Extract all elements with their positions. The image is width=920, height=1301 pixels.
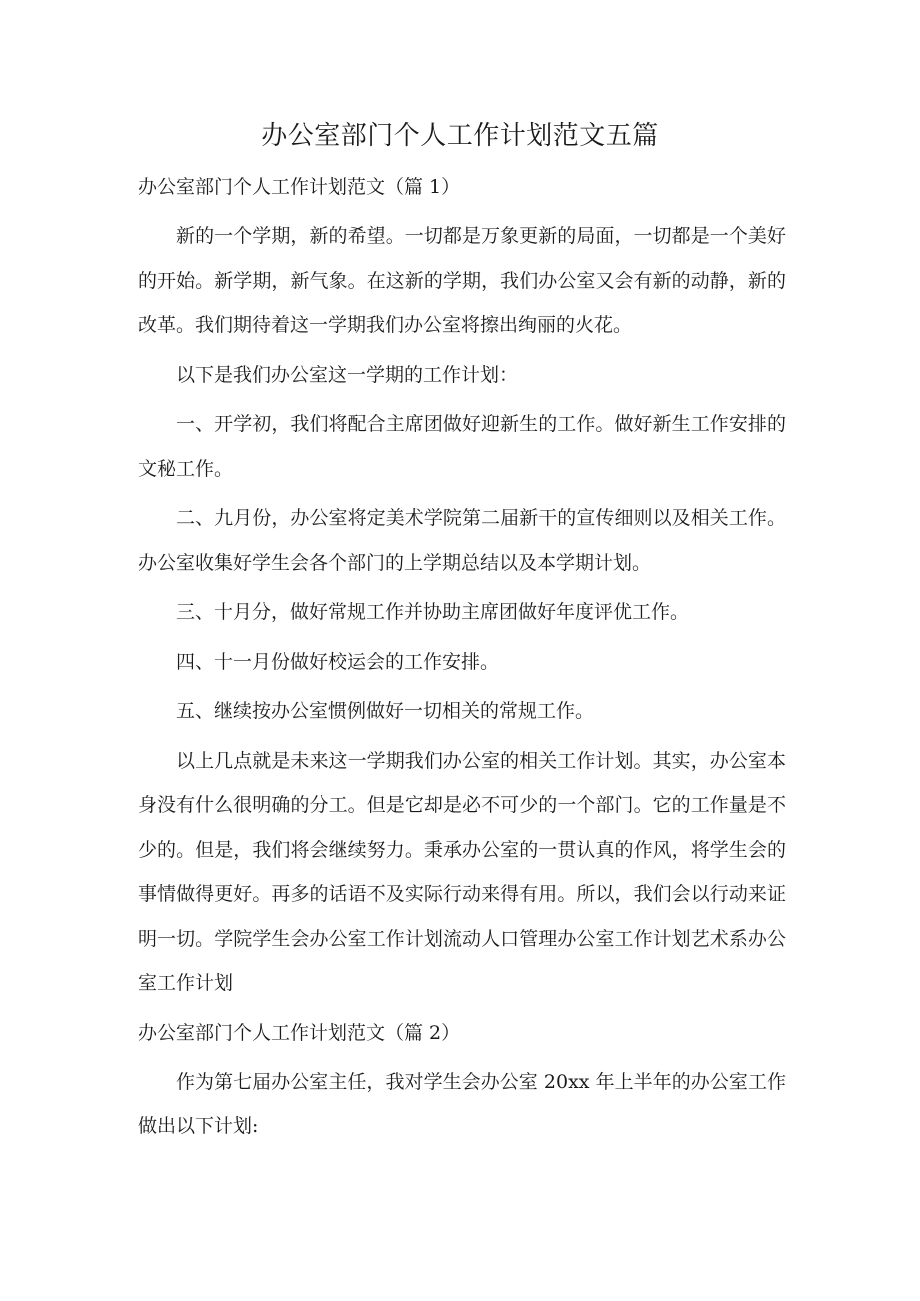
paragraph: 以下是我们办公室这一学期的工作计划： bbox=[176, 363, 519, 386]
paragraph: 三、十月分，做好常规工作并协助主席团做好年度评优工作。 bbox=[176, 601, 690, 623]
paragraph: 作为第七届办公室主任，我对学生会办公室 20xx 年上半年的办公室工作做出以下计划: bbox=[138, 1070, 786, 1137]
section-heading: 办公室部门个人工作计划范文（篇 1） bbox=[138, 176, 461, 198]
paragraph: 一、开学初，我们将配合主席团做好迎新生的工作。做好新生工作安排的文秘工作。 bbox=[138, 413, 786, 480]
document-body bbox=[138, 165, 786, 1154]
section-heading: 办公室部门个人工作计划范文（篇 2） bbox=[138, 1021, 461, 1044]
paragraph: 四、十一月份做好校运会的工作安排。 bbox=[176, 650, 500, 673]
paragraph: 二、九月份，办公室将定美术学院第二届新干的宣传细则以及相关工作。办公室收集好学生会各个部门的上学期总结以及本学期计划。 bbox=[138, 507, 786, 574]
document-title: 办公室部门个人工作计划范文五篇 bbox=[261, 121, 659, 151]
paragraph: 以上几点就是未来这一学期我们办公室的相关工作计划。其实，办公室本身没有什么很明确的分工。但是它却是必不可少的一个部门。它的工作量是不少的。但是，我们将会继续努力。秉承办公室的一贯认真的作风，将学生会的事情做得更好。再多的话语不及实际行动来得有用。所以，我们会以行动来证明一切。学院学生会办公室工作计划流动人口管理办公室工作计划艺术系办公室工作计划 bbox=[138, 749, 786, 994]
paragraph: 五、继续按办公室惯例做好一切相关的常规工作。 bbox=[176, 700, 595, 722]
paragraph: 新的一个学期，新的希望。一切都是万象更新的局面，一切都是一个美好的开始。新学期，新气象。在这新的学期，我们办公室又会有新的动静，新的改革。我们期待着这一学期我们办公室将擦出绚丽的火花。 bbox=[138, 225, 786, 336]
